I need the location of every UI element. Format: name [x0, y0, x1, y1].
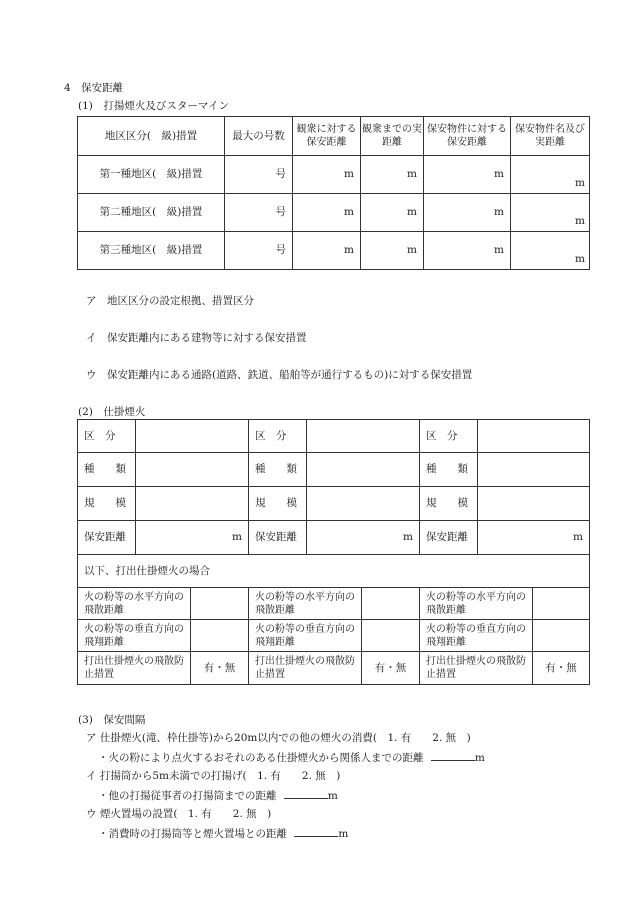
cell-audience-actual[interactable]: m [361, 156, 424, 194]
item-u-distance-label: ・消費時の打揚筒等と煙火置場との距離 [98, 828, 287, 840]
table-row [78, 194, 590, 232]
set-piece-table [77, 419, 590, 685]
cell-size[interactable]: 号 [225, 232, 293, 270]
cell-size[interactable]: 号 [225, 194, 293, 232]
kubun-label-3: 区 分 [420, 420, 478, 453]
horiz-value-3[interactable] [533, 588, 590, 620]
table-row [78, 232, 590, 270]
item-a-distance [98, 749, 485, 765]
item-u: ウ 煙火置場の設置( 1. 有 2. 無 ) [86, 808, 272, 820]
cell-audience-safety[interactable]: m [293, 194, 361, 232]
shurui-value-2[interactable] [307, 453, 420, 487]
kubun-label-2: 区 分 [249, 420, 307, 453]
cell-audience-safety[interactable]: m [293, 156, 361, 194]
horiz-value-2[interactable] [362, 588, 420, 620]
horiz-label-1: 火の粉等の水平方向の飛散距離 [78, 588, 191, 620]
note-i: イ 保安距離内にある建物等に対する保安措置 [86, 332, 307, 344]
cell-property-safety[interactable]: m [424, 194, 511, 232]
header-audience-safety: 観衆に対する保安距離 [293, 117, 361, 156]
row-label: 第二種地区( 級)措置 [78, 194, 225, 232]
prevent-value-3[interactable]: 有・無 [533, 652, 590, 685]
shurui-label-3: 種 類 [420, 453, 478, 487]
cell-audience-actual[interactable]: m [361, 194, 424, 232]
kibo-value-2[interactable] [307, 487, 420, 521]
cell-audience-safety[interactable]: m [293, 232, 361, 270]
kibo-value-1[interactable] [136, 487, 249, 521]
kibo-value-3[interactable] [478, 487, 590, 521]
horiz-value-1[interactable] [191, 588, 249, 620]
unit-m: m [338, 828, 349, 840]
item-a: ア 仕掛煙火(滝、枠仕掛等)から20m以内での他の煙火の消費( 1. 有 2. 無 ) [86, 732, 471, 744]
note-a: ア 地区区分の設定根拠、措置区分 [86, 295, 254, 307]
hoan-value-3[interactable]: m [478, 521, 590, 555]
cell-property-safety[interactable]: m [424, 156, 511, 194]
hoan-label-1: 保安距離 [78, 521, 136, 555]
header-property-name: 保安物件名及び実距離 [511, 117, 590, 156]
kubun-value-3[interactable] [478, 420, 590, 453]
vert-label-3: 火の粉等の垂直方向の飛翔距離 [420, 620, 533, 652]
vert-label-1: 火の粉等の垂直方向の飛翔距離 [78, 620, 191, 652]
item-i-distance [98, 787, 338, 803]
subsection-2-title: (2) 仕掛煙火 [78, 406, 146, 418]
kubun-label-1: 区 分 [78, 420, 136, 453]
kibo-label-2: 規 模 [249, 487, 307, 521]
hoan-value-1[interactable]: m [136, 521, 249, 555]
section-title: 4 保安距離 [64, 82, 124, 94]
item-u-distance-blank[interactable] [294, 825, 338, 837]
fireworks-distance-table [77, 116, 590, 270]
subsection-3-title: (3) 保安間隔 [78, 714, 146, 726]
hoan-label-3: 保安距離 [420, 521, 478, 555]
item-i: イ 打揚筒から5m未満での打揚げ( 1. 有 2. 無 ) [86, 770, 341, 782]
cell-audience-actual[interactable]: m [361, 232, 424, 270]
prevent-label-2: 打出仕掛煙火の飛散防止措置 [249, 652, 362, 685]
prevent-value-1[interactable]: 有・無 [191, 652, 249, 685]
shurui-label-1: 種 類 [78, 453, 136, 487]
kibo-label-1: 規 模 [78, 487, 136, 521]
shurui-label-2: 種 類 [249, 453, 307, 487]
note-u: ウ 保安距離内にある通路(道路、鉄道、船舶等が通行するもの)に対する保安措置 [86, 369, 473, 381]
horiz-label-3: 火の粉等の水平方向の飛散距離 [420, 588, 533, 620]
item-u-distance [98, 825, 348, 841]
vert-value-2[interactable] [362, 620, 420, 652]
item-a-distance-label: ・火の粉により点火するおそれのある仕掛煙火から関係人までの距離 [98, 752, 424, 764]
shurui-value-3[interactable] [478, 453, 590, 487]
prevent-value-2[interactable]: 有・無 [362, 652, 420, 685]
row-label: 第三種地区( 級)措置 [78, 232, 225, 270]
header-max-size: 最大の号数 [225, 117, 293, 156]
item-a-distance-blank[interactable] [431, 749, 475, 761]
header-audience-actual: 観衆までの実距離 [361, 117, 424, 156]
shurui-value-1[interactable] [136, 453, 249, 487]
vert-value-1[interactable] [191, 620, 249, 652]
cell-property-safety[interactable]: m [424, 232, 511, 270]
hoan-value-2[interactable]: m [307, 521, 420, 555]
header-district: 地区区分( 級)措置 [78, 117, 225, 156]
unit-m: m [327, 790, 338, 802]
kubun-value-1[interactable] [136, 420, 249, 453]
prevent-label-3: 打出仕掛煙火の飛散防止措置 [420, 652, 533, 685]
item-i-distance-blank[interactable] [284, 787, 328, 799]
prevent-label-1: 打出仕掛煙火の飛散防止措置 [78, 652, 191, 685]
vert-value-3[interactable] [533, 620, 590, 652]
row-label: 第一種地区( 級)措置 [78, 156, 225, 194]
cell-property-name[interactable]: m [511, 194, 590, 232]
kibo-label-3: 規 模 [420, 487, 478, 521]
vert-label-2: 火の粉等の垂直方向の飛翔距離 [249, 620, 362, 652]
cell-property-name[interactable]: m [511, 232, 590, 270]
item-i-distance-label: ・他の打揚従事者の打揚筒までの距離 [98, 790, 277, 802]
horiz-label-2: 火の粉等の水平方向の飛散距離 [249, 588, 362, 620]
table-row [78, 156, 590, 194]
header-property-safety: 保安物件に対する保安距離 [424, 117, 511, 156]
cell-size[interactable]: 号 [225, 156, 293, 194]
kubun-value-2[interactable] [307, 420, 420, 453]
cell-property-name[interactable]: m [511, 156, 590, 194]
subsection-1-title: (1) 打揚煙火及びスターマイン [78, 100, 230, 112]
uchide-title: 以下、打出仕掛煙火の場合 [78, 555, 590, 588]
hoan-label-2: 保安距離 [249, 521, 307, 555]
unit-m: m [474, 752, 485, 764]
